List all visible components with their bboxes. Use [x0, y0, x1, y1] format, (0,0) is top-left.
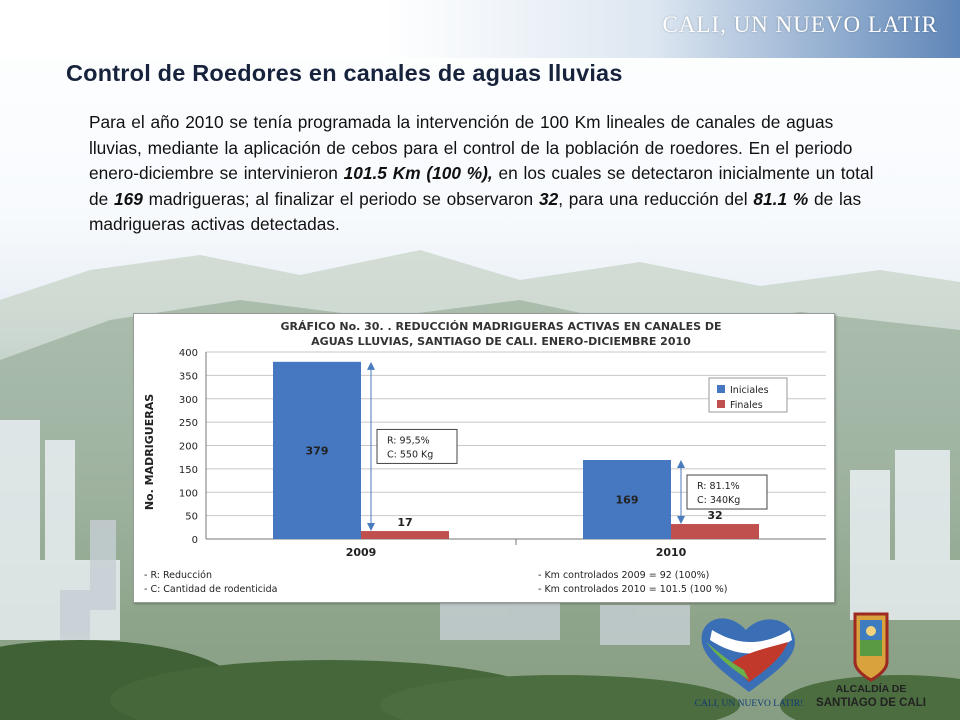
legend-swatch [717, 400, 725, 408]
y-tick-label: 400 [178, 348, 198, 359]
arrow-head-down [367, 523, 375, 531]
bar-value-label: 17 [397, 516, 413, 530]
y-tick-label: 50 [185, 511, 198, 523]
chart-note-left: - R: Reducción [144, 570, 212, 581]
chart-legend [709, 378, 787, 412]
bar-value-label: 32 [707, 509, 723, 523]
chart-note-left: - C: Cantidad de rodenticida [144, 584, 278, 595]
chart-title-line-2: AGUAS LLUVIAS, SANTIAGO DE CALI. ENERO-DICIEMBRE 2010 [311, 335, 691, 348]
x-tick-labels [346, 546, 687, 559]
highlight-initial-burrows: 169 [114, 188, 143, 209]
header-slogan: CALI, UN NUEVO LATIR [662, 12, 938, 37]
chart-title-line-1: GRÁFICO No. 30. . REDUCCIÓN MADRIGUERAS ACTIVAS EN CANALES DE [280, 320, 722, 333]
paragraph-text-5: de las madrigueras activas detectadas. [89, 188, 862, 234]
arrow-head-up [677, 460, 685, 468]
header-banner [0, 0, 960, 58]
y-tick-label: 100 [178, 488, 198, 500]
legend-label: Finales [730, 400, 763, 411]
shield-caption-line-1: ALCALDÍA DE [835, 683, 907, 695]
arrow-head-down [677, 516, 685, 524]
paragraph-text-2: en los cuales se detectaron inicialmente un total de [89, 163, 874, 209]
paragraph-text-3: madrigueras; al finalizar el periodo se observaron [142, 188, 539, 209]
highlight-final-burrows: 32 [538, 188, 559, 209]
annotation-rodenticide: C: 340Kg [697, 495, 741, 507]
x-tick-label: 2009 [345, 546, 377, 559]
x-tick-label: 2010 [655, 546, 687, 559]
heart-logo-caption: CALI, UN NUEVO LATIR! [694, 699, 804, 709]
highlight-km: 101.5 Km (100 %), [343, 163, 493, 183]
bar-finales-2010 [671, 524, 759, 539]
y-tick-label: 0 [191, 535, 198, 546]
bar-finales-2009 [361, 531, 449, 539]
reduction-annotations [367, 362, 767, 531]
annotation-reduction: R: 95,5% [387, 435, 430, 447]
paragraph-text-1: Para el año 2010 se tenía programada la intervención de 100 Km lineales de canales de aguas lluvias, mediante la aplicación de cebos para el control de la población de roedores. En el periodo enero-diciembre se intervinieron [89, 112, 853, 183]
alcaldia-shield-logo [815, 606, 955, 716]
y-axis-label: No. MADRIGUERAS [143, 393, 156, 511]
legend-swatch [717, 385, 725, 393]
bar-value-label: 379 [305, 444, 329, 458]
chart-notes [144, 570, 728, 595]
summary-paragraph [89, 110, 889, 238]
shield-caption-line-2: SANTIAGO DE CALI [816, 697, 926, 709]
legend-label: Iniciales [730, 385, 769, 396]
y-tick-labels [179, 348, 198, 546]
chart-container [133, 313, 835, 603]
chart-note-right: - Km controlados 2010 = 101.5 (100 %) [538, 584, 728, 595]
annotation-rodenticide: C: 550 Kg [387, 449, 434, 461]
chart-note-right: - Km controlados 2009 = 92 (100%) [538, 570, 710, 581]
page-title: Control de Roedores en canales de aguas lluvias [66, 60, 623, 86]
y-tick-label: 200 [178, 441, 198, 453]
bars [273, 362, 759, 539]
y-tick-label: 300 [178, 394, 198, 406]
bar-chart [134, 314, 834, 602]
y-tick-label: 250 [178, 418, 198, 430]
annotation-reduction: R: 81.1% [697, 481, 740, 493]
paragraph-text-4: , para una reducción del [558, 188, 754, 209]
y-tick-label: 150 [178, 464, 198, 476]
arrow-head-up [367, 362, 375, 370]
highlight-reduction: 81.1 % [753, 188, 809, 209]
y-tick-label: 350 [178, 371, 198, 383]
bar-value-label: 169 [615, 493, 639, 507]
cali-heart-logo [690, 608, 808, 714]
